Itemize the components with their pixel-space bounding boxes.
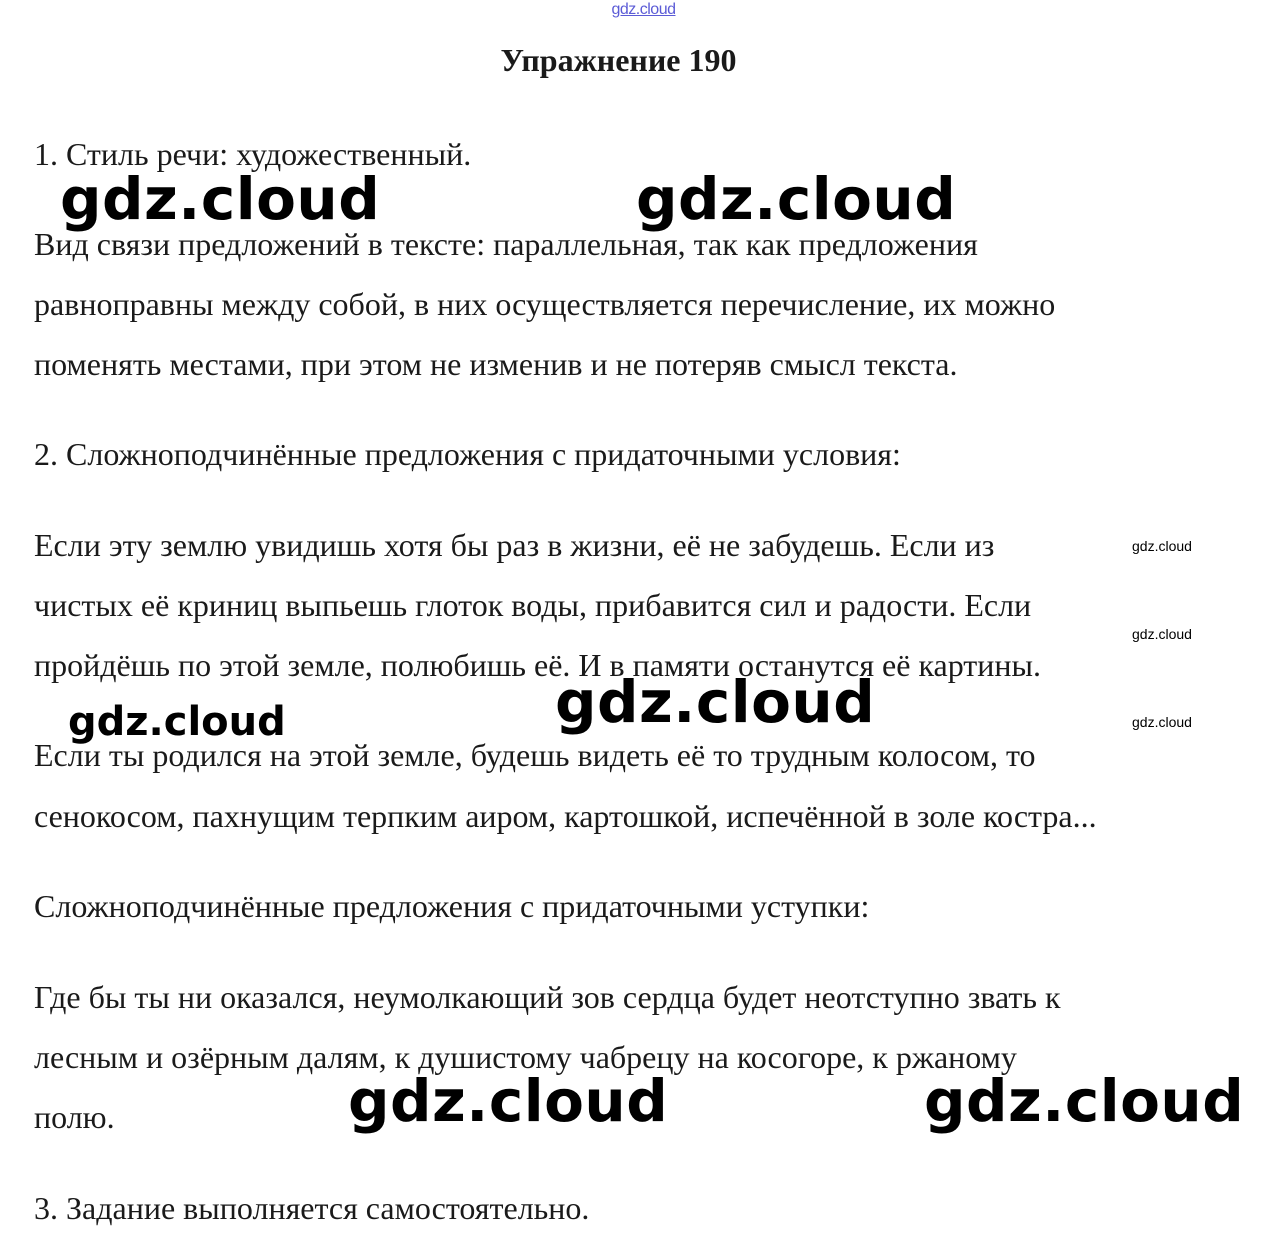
answer-line: равноправны между собой, в них осуществляется перечисление, их можно <box>34 286 1056 322</box>
answer-line: чистых её криниц выпьешь глоток воды, прибавится сил и радости. Если <box>34 587 1032 623</box>
watermark: gdz.cloud <box>348 1067 669 1135</box>
answer-line: пройдёшь по этой земле, полюбишь её. И в памяти останутся её картины. <box>34 647 1042 683</box>
answer-line: лесным и озёрным далям, к душистому чабрецу на косогоре, к ржаному <box>34 1039 1017 1075</box>
watermark: gdz.cloud <box>60 165 381 233</box>
watermark: gdz.cloud <box>555 668 876 736</box>
site-link[interactable]: gdz.cloud <box>611 1 676 18</box>
answer-line: Где бы ты ни оказался, неумолкающий зов сердца будет неотступно звать к <box>34 979 1061 1015</box>
answer-line: сенокосом, пахнущим терпким аиром, картошкой, испечённой в золе костра... <box>34 798 1097 834</box>
answer-line: Если ты родился на этой земле, будешь видеть её то трудным колосом, то <box>34 737 1036 773</box>
answer-line: полю. <box>34 1099 115 1135</box>
watermark: gdz.cloud <box>924 1067 1245 1135</box>
watermark: gdz.cloud <box>636 165 957 233</box>
answer-line: Вид связи предложений в тексте: параллельная, так как предложения <box>34 226 978 262</box>
answer-line: 1. Стиль речи: художественный. <box>34 136 472 172</box>
watermark: gdz.cloud <box>1132 626 1192 642</box>
watermark: gdz.cloud <box>68 699 286 745</box>
watermark: gdz.cloud <box>1132 538 1192 554</box>
answer-line: 2. Сложноподчинённые предложения с придаточными условия: <box>34 436 901 472</box>
answer-line: поменять местами, при этом не изменив и не потеряв смысл текста. <box>34 346 958 382</box>
answer-line: Если эту землю увидишь хотя бы раз в жизни, её не забудешь. Если из <box>34 527 995 563</box>
page-title: Упражнение 190 <box>500 42 737 78</box>
answer-line: Сложноподчинённые предложения с придаточными уступки: <box>34 888 870 924</box>
answer-line: 3. Задание выполняется самостоятельно. <box>34 1190 590 1226</box>
watermark: gdz.cloud <box>1132 714 1192 730</box>
